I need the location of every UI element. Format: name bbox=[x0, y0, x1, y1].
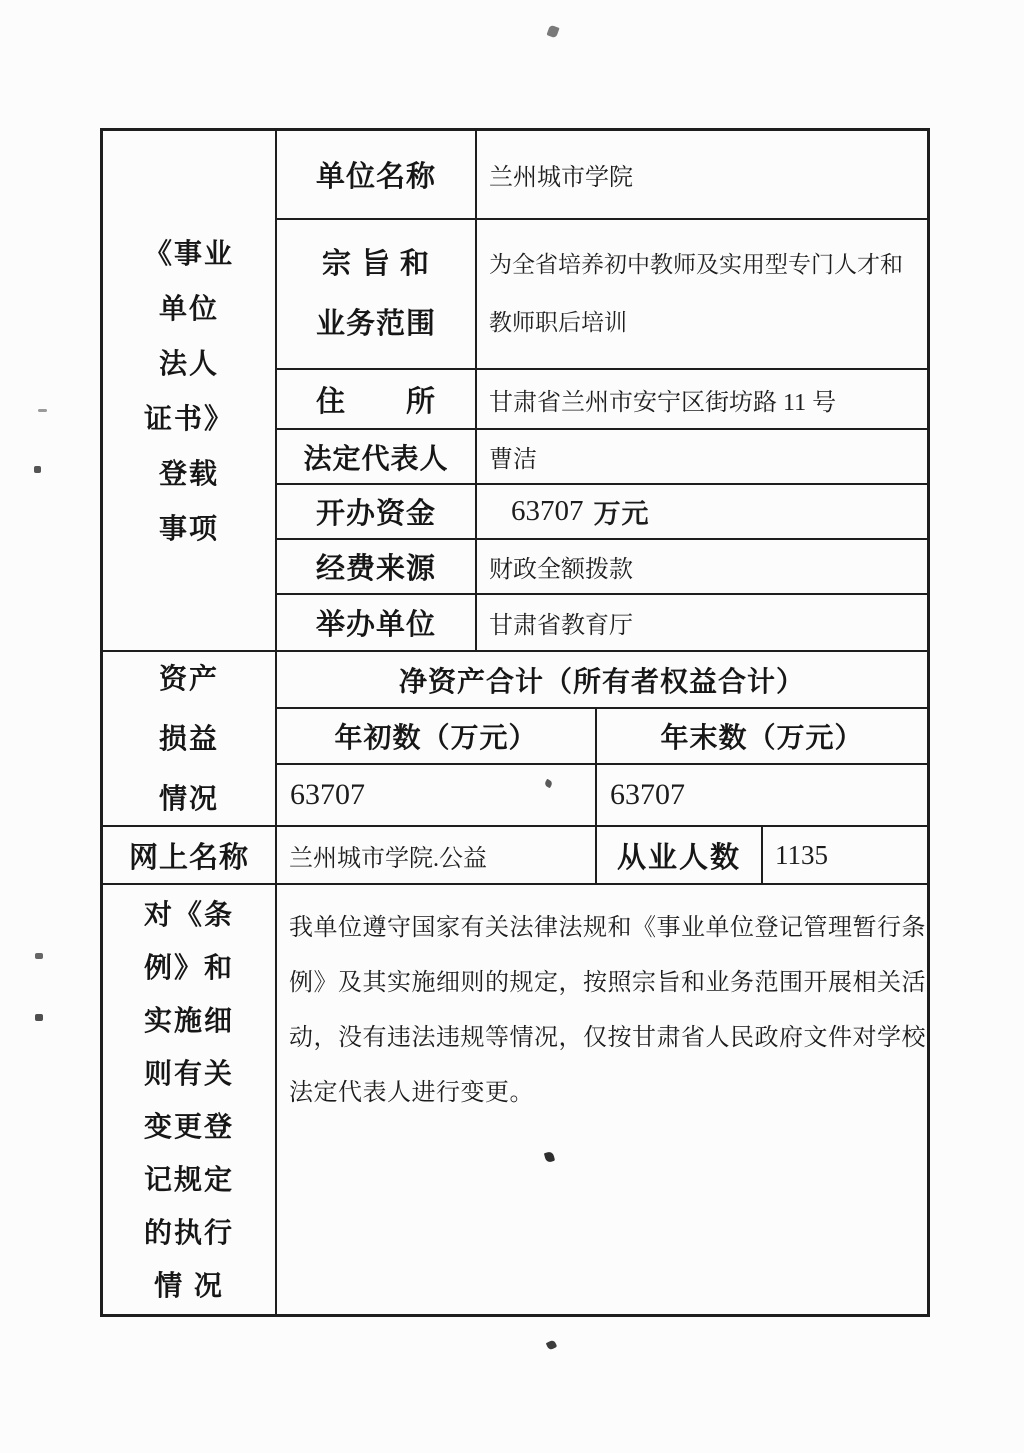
scan-speck bbox=[35, 953, 43, 959]
compliance-statement-line: 我单位遵守国家有关法律法规和《事业单位登记管理暂行条 bbox=[289, 915, 926, 941]
scan-speck bbox=[35, 1014, 43, 1021]
scan-speck bbox=[34, 466, 41, 473]
compliance-statement bbox=[277, 885, 927, 1314]
compliance-section-label-line: 的执行 bbox=[143, 1216, 234, 1248]
purpose-value-line: 教师职后培训 bbox=[489, 310, 627, 335]
opening-capital-label: 开办资金 bbox=[277, 485, 477, 540]
compliance-section-label-line: 实施细 bbox=[143, 1004, 234, 1036]
purpose-label-line: 宗 旨 和 bbox=[321, 248, 431, 280]
legal-representative-label: 法定代表人 bbox=[277, 430, 477, 485]
legal-representative-value: 曹洁 bbox=[477, 430, 927, 485]
compliance-section-label-line: 情 况 bbox=[154, 1269, 224, 1301]
compliance-section-label-line: 例》和 bbox=[143, 951, 234, 983]
compliance-statement-line: 动，没有违法违规等情况，仅按甘肃省人民政府文件对学校 bbox=[289, 1025, 926, 1051]
certificate-section-label-line: 登载 bbox=[158, 457, 219, 489]
online-name-value: 兰州城市学院.公益 bbox=[277, 827, 597, 885]
assets-section-label-line: 情况 bbox=[158, 782, 219, 814]
unit-name-value: 兰州城市学院 bbox=[477, 131, 927, 220]
certificate-section-label-line: 《事业 bbox=[143, 237, 234, 269]
opening-capital-unit: 万元 bbox=[593, 499, 650, 529]
net-assets-header: 净资产合计（所有者权益合计） bbox=[277, 652, 927, 709]
certificate-section-label-line: 法人 bbox=[158, 347, 219, 379]
purpose-label-line: 业务范围 bbox=[315, 308, 436, 340]
funding-source-value: 财政全额拨款 bbox=[477, 540, 927, 595]
scan-speck bbox=[546, 25, 559, 39]
opening-capital-value bbox=[477, 485, 927, 540]
opening-capital-amount: 63707 bbox=[511, 495, 584, 527]
address-value: 甘肃省兰州市安宁区街坊路 11 号 bbox=[477, 370, 927, 430]
scan-speck bbox=[546, 1339, 558, 1350]
scan-speck bbox=[38, 409, 47, 412]
certificate-section-label-line: 事项 bbox=[158, 512, 219, 544]
assets-section-label-line: 资产 bbox=[158, 662, 219, 694]
funding-source-label: 经费来源 bbox=[277, 540, 477, 595]
purpose-value bbox=[477, 220, 927, 370]
begin-of-year-header: 年初数（万元） bbox=[277, 709, 597, 765]
organizer-label: 举办单位 bbox=[277, 595, 477, 652]
begin-of-year-value: 63707 bbox=[277, 765, 597, 827]
compliance-section-label-line: 对《条 bbox=[143, 898, 234, 930]
organizer-value: 甘肃省教育厅 bbox=[477, 595, 927, 652]
assets-section-label-line: 损益 bbox=[158, 722, 219, 754]
address-label: 住 所 bbox=[277, 370, 477, 430]
purpose-label bbox=[277, 220, 477, 370]
registration-form-table bbox=[100, 128, 930, 1317]
online-name-label: 网上名称 bbox=[103, 827, 277, 885]
certificate-section-label-line: 单位 bbox=[158, 292, 219, 324]
compliance-section-label-line: 则有关 bbox=[143, 1057, 234, 1089]
certificate-section-label-line: 证书》 bbox=[143, 402, 234, 434]
purpose-value-line: 为全省培养初中教师及实用型专门人才和 bbox=[489, 252, 903, 277]
compliance-section-label-line: 记规定 bbox=[143, 1163, 234, 1195]
compliance-statement-line: 例》及其实施细则的规定，按照宗旨和业务范围开展相关活 bbox=[289, 970, 926, 996]
staff-count-label: 从业人数 bbox=[597, 827, 763, 885]
assets-section-label bbox=[103, 652, 277, 827]
certificate-section-label bbox=[103, 131, 277, 652]
end-of-year-header: 年末数（万元） bbox=[597, 709, 927, 765]
compliance-section-label-line: 变更登 bbox=[143, 1110, 234, 1142]
end-of-year-value: 63707 bbox=[597, 765, 927, 827]
compliance-statement-line: 法定代表人进行变更。 bbox=[289, 1080, 534, 1106]
compliance-section-label bbox=[103, 885, 277, 1314]
unit-name-label: 单位名称 bbox=[277, 131, 477, 220]
staff-count-value: 1135 bbox=[763, 827, 927, 885]
